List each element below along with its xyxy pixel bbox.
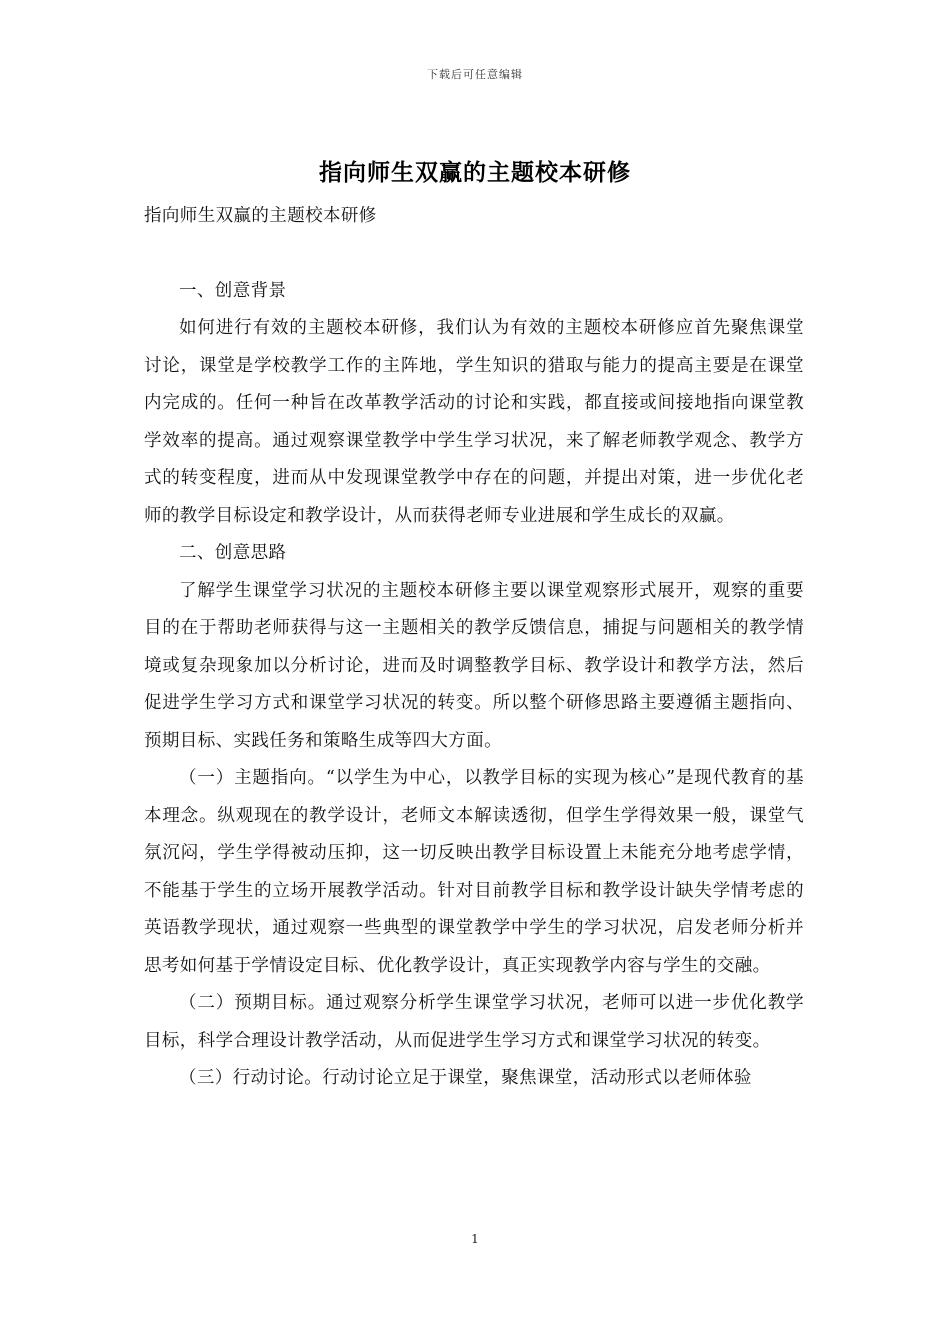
header-note: 下载后可任意编辑 [427,68,523,81]
page-number: 1 [471,1232,479,1246]
paragraph-approach: 了解学生课堂学习状况的主题校本研修主要以课堂观察形式展开，观察的重要目的在于帮助老师获得与这一主题相关的教学反馈信息，捕捉与问题相关的教学情境或复杂现象加以分析讨论，进而及时调整教学目标、教学设计和教学方法，然后促进学生学习方式和课堂学习状况的转变。所以整个研修思路主要遵循主题指向、预期目标、实践任务和策略生成等四大方面。 [144,580,804,751]
paragraph-expected-goals: （二）预期目标。通过观察分析学生课堂学习状况，老师可以进一步优化教学目标，科学合理设计教学活动，从而促进学生学习方式和课堂学习状况的转变。 [144,993,804,1051]
paragraph-theme-direction: （一）主题指向。“以学生为中心，以教学目标的实现为核心”是现代教育的基本理念。纵观现在的教学设计，老师文本解读透彻，但学生学得效果一般，课堂气氛沉闷，学生学得被动压抑，这一切反映出教学目标设置上未能充分地考虑学情，不能基于学生的立场开展教学活动。针对目前教学目标和教学设计缺失学情考虑的英语教学现状，通过观察一些典型的课堂教学中学生的学习状况，启发老师分析并思考如何基于学情设定目标、优化教学设计，真正实现教学内容与学生的交融。 [144,768,804,976]
paragraph-background: 如何进行有效的主题校本研修，我们认为有效的主题校本研修应首先聚焦课堂讨论，课堂是学校教学工作的主阵地，学生知识的猎取与能力的提高主要是在课堂内完成的。任何一种旨在改革教学活动的讨论和实践，都直接或间接地指向课堂教学效率的提高。通过观察课堂教学中学生学习状况，来了解老师教学观念、教学方式的转变程度，进而从中发现课堂教学中存在的问题，并提出对策，进一步优化老师的教学目标设定和教学设计，从而获得老师专业进展和学生成长的双赢。 [144,318,804,526]
document-subtitle: 指向师生双赢的主题校本研修 [144,206,377,226]
section-heading-background: 一、创意背景 [179,280,287,301]
document-title: 指向师生双赢的主题校本研修 [319,160,631,186]
section-heading-approach: 二、创意思路 [179,543,287,563]
document-body [144,198,804,1098]
paragraph-action-discussion: （三）行动讨论。行动讨论立足于课堂，聚焦课堂，活动形式以老师体验 [179,1068,752,1088]
